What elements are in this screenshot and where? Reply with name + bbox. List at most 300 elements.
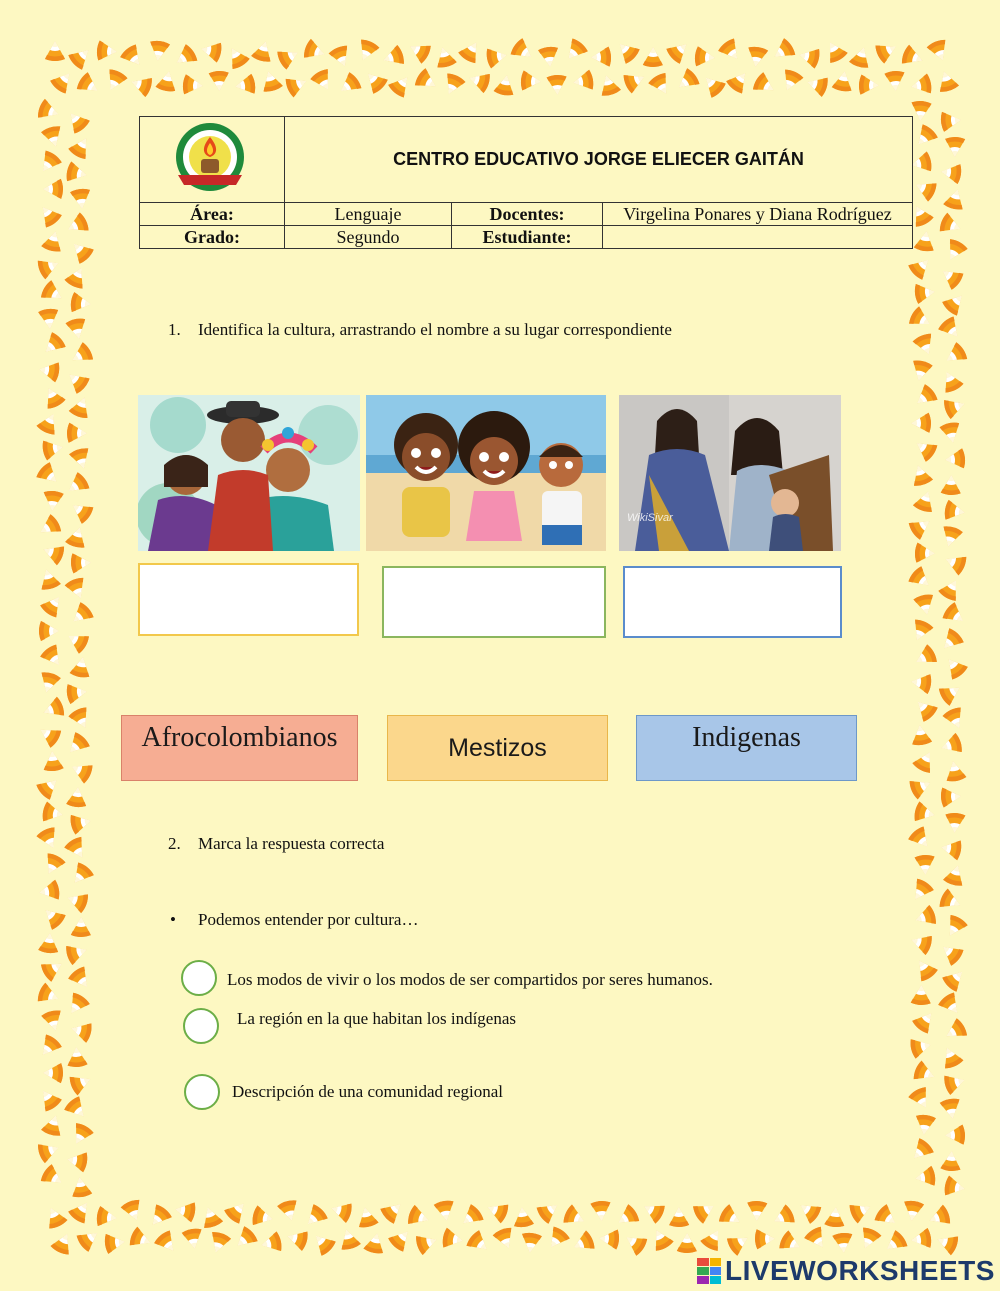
candy-corn-icon (70, 396, 92, 418)
candy-corn-icon (940, 474, 962, 496)
question-1-text: Identifica la cultura, arrastrando el nombre a su lugar correspondiente (198, 320, 672, 339)
candy-corn-icon (884, 70, 906, 92)
candy-corn-icon (564, 1206, 586, 1228)
candy-corn-icon (944, 656, 966, 678)
candy-corn-icon (914, 594, 936, 616)
candy-corn-icon (338, 1228, 360, 1250)
candy-corn-icon (928, 40, 950, 62)
school-logo-icon (140, 117, 280, 197)
teachers-value: Virgelina Ponares y Diana Rodríguez (603, 203, 913, 226)
candy-corn-icon (260, 1232, 282, 1254)
candy-corn-icon (546, 1228, 568, 1250)
candy-corn-icon (936, 70, 958, 92)
candy-corn-icon (910, 74, 932, 96)
question-2-bullet (170, 910, 418, 930)
candy-corn-icon (876, 1206, 898, 1228)
candy-corn-icon (70, 1176, 92, 1198)
candy-corn-icon (38, 932, 60, 954)
candy-corn-icon (38, 620, 60, 642)
candy-corn-icon (944, 552, 966, 574)
candy-corn-icon (38, 256, 60, 278)
candy-corn-icon (914, 958, 936, 980)
candy-corn-icon (728, 70, 750, 92)
candy-corn-icon (616, 1206, 638, 1228)
candy-corn-icon (66, 682, 88, 704)
candy-corn-icon (936, 1232, 958, 1254)
candy-corn-icon (910, 1036, 932, 1058)
candy-corn-icon (902, 46, 924, 68)
candy-corn-icon (338, 74, 360, 96)
draggable-afrocolombianos[interactable]: Afrocolombianos (121, 715, 358, 781)
candy-corn-icon (42, 1114, 64, 1136)
candy-corn-icon (156, 70, 178, 92)
candy-corn-icon (390, 74, 412, 96)
candy-corn-icon (780, 70, 802, 92)
school-logo-cell (140, 117, 285, 203)
candy-corn-icon (910, 672, 932, 694)
candy-corn-icon (598, 74, 620, 96)
mestizo-family-painting-icon (619, 395, 841, 551)
candy-corn-icon (70, 916, 92, 938)
candy-corn-icon (914, 750, 936, 772)
candy-corn-icon (66, 474, 88, 496)
candy-corn-icon (944, 396, 966, 418)
afro-children-illustration-icon (366, 395, 606, 551)
candy-corn-icon (590, 46, 612, 68)
candy-corn-icon (876, 40, 898, 62)
candy-corn-icon (38, 1088, 60, 1110)
candy-corn-icon (70, 1072, 92, 1094)
radio-option-2[interactable] (183, 1008, 219, 1044)
candy-corn-icon (38, 672, 60, 694)
candy-corn-icon (650, 74, 672, 96)
candy-corn-icon (944, 188, 966, 210)
candy-corn-icon (910, 932, 932, 954)
candy-corn-icon (70, 812, 92, 834)
candy-corn-icon (42, 906, 64, 928)
option-3-text: Descripción de una comunidad regional (232, 1082, 503, 1101)
candy-corn-icon (312, 1232, 334, 1254)
candy-corn-icon (850, 1200, 872, 1222)
candy-corn-icon (546, 74, 568, 96)
candy-corn-icon (156, 1232, 178, 1254)
candy-corn-icon (910, 880, 932, 902)
drop-zone-2[interactable] (382, 566, 606, 638)
candy-corn-icon (850, 46, 872, 68)
candy-corn-icon (910, 204, 932, 226)
candy-corn-icon (940, 1098, 962, 1120)
candy-corn-icon (914, 906, 936, 928)
candy-corn-icon (572, 70, 594, 92)
candy-corn-icon (460, 40, 482, 62)
candy-corn-icon (914, 334, 936, 356)
candy-corn-icon (104, 70, 126, 92)
candy-corn-icon (70, 292, 92, 314)
candy-corn-icon (42, 646, 64, 668)
area-value: Lenguaje (285, 203, 452, 226)
candy-corn-icon (42, 334, 64, 356)
candy-corn-icon (940, 890, 962, 912)
candy-corn-icon (70, 240, 92, 262)
candy-corn-icon (200, 1206, 222, 1228)
candy-corn-icon (42, 230, 64, 252)
candy-corn-icon (914, 542, 936, 564)
candy-corn-icon (44, 40, 66, 62)
candy-corn-icon (304, 1206, 326, 1228)
candy-corn-icon (38, 464, 60, 486)
candy-corn-icon (910, 1140, 932, 1162)
candy-corn-icon (38, 568, 60, 590)
candy-corn-icon (486, 46, 508, 68)
candy-corn-icon (806, 1228, 828, 1250)
candy-corn-icon (944, 916, 966, 938)
candy-corn-icon (66, 266, 88, 288)
radio-option-1[interactable] (181, 960, 217, 996)
candy-corn-icon (408, 40, 430, 62)
candy-corn-icon (494, 74, 516, 96)
option-1-text: Los modos de vivir o los modos de ser compartidos por seres humanos. (227, 970, 713, 989)
candy-corn-icon (728, 1232, 750, 1254)
mestizo-image (619, 395, 841, 551)
candy-corn-icon (42, 386, 64, 408)
candy-corn-icon (70, 1124, 92, 1146)
question-2-bullet-text: Podemos entender por cultura… (198, 910, 419, 929)
candy-corn-icon (538, 46, 560, 68)
candy-corn-icon (914, 802, 936, 824)
candy-corn-icon (52, 70, 74, 92)
candy-corn-icon (174, 1200, 196, 1222)
candy-corn-icon (940, 1046, 962, 1068)
candy-corn-icon (38, 1140, 60, 1162)
candy-corn-icon (38, 204, 60, 226)
candy-corn-icon (42, 1062, 64, 1084)
candy-corn-icon (668, 40, 690, 62)
candy-corn-icon (940, 838, 962, 860)
candy-corn-icon (356, 40, 378, 62)
candy-corn-icon (944, 500, 966, 522)
candy-corn-icon (694, 1200, 716, 1222)
candy-corn-icon (364, 1232, 386, 1254)
candy-corn-icon (66, 370, 88, 392)
candy-corn-icon (66, 318, 88, 340)
liveworksheets-branding (697, 1255, 995, 1287)
candy-corn-icon (572, 1232, 594, 1254)
candy-corn-icon (944, 1176, 966, 1198)
candy-corn-icon (940, 734, 962, 756)
candy-corn-icon (902, 1200, 924, 1222)
candy-corn-icon (910, 620, 932, 642)
candy-corn-icon (650, 1228, 672, 1250)
candy-corn-icon (70, 448, 92, 470)
question-2-number: 2. (168, 834, 181, 853)
candy-corn-icon (624, 70, 646, 92)
candy-corn-icon (38, 724, 60, 746)
candy-corn-icon (200, 40, 222, 62)
candy-corn-icon (42, 126, 64, 148)
candy-corn-icon (564, 40, 586, 62)
header-table (139, 116, 913, 249)
candy-corn-icon (278, 46, 300, 68)
question-1 (168, 320, 672, 340)
candy-corn-icon (38, 828, 60, 850)
candy-corn-icon (208, 1232, 230, 1254)
candy-corn-icon (910, 464, 932, 486)
candy-corn-icon (278, 1200, 300, 1222)
candy-corn-icon (42, 854, 64, 876)
candy-corn-icon (70, 604, 92, 626)
candy-corn-icon (468, 70, 490, 92)
candy-corn-icon (42, 490, 64, 512)
candy-corn-icon (494, 1228, 516, 1250)
candy-corn-icon (70, 864, 92, 886)
candy-corn-icon (486, 1200, 508, 1222)
candy-corn-icon (330, 46, 352, 68)
candy-corn-icon (694, 46, 716, 68)
candy-corn-icon (70, 344, 92, 366)
candy-corn-icon (408, 1206, 430, 1228)
candy-corn-icon (42, 1010, 64, 1032)
candy-corn-icon (940, 786, 962, 808)
candy-corn-icon (66, 786, 88, 808)
candy-corn-icon (42, 750, 64, 772)
area-label: Área: (140, 203, 285, 226)
candy-corn-icon (914, 1010, 936, 1032)
candy-corn-icon (44, 1206, 66, 1228)
candy-corn-icon (122, 1200, 144, 1222)
candy-corn-icon (434, 1200, 456, 1222)
candy-corn-icon (914, 438, 936, 460)
indigenous-people-illustration-icon (138, 395, 360, 551)
candy-corn-icon (944, 448, 966, 470)
candy-corn-icon (66, 1046, 88, 1068)
candy-corn-icon (66, 994, 88, 1016)
candy-corn-icon (226, 46, 248, 68)
candy-corn-icon (910, 412, 932, 434)
option-2-text: La región en la que habitan los indígenas (237, 1009, 516, 1028)
candy-corn-icon (122, 46, 144, 68)
candy-corn-icon (78, 1228, 100, 1250)
candy-corn-icon (416, 70, 438, 92)
candy-corn-icon (746, 1200, 768, 1222)
candy-corn-icon (616, 40, 638, 62)
candy-corn-icon (884, 1232, 906, 1254)
candy-corn-icon (38, 308, 60, 330)
candy-corn-icon (70, 46, 92, 68)
candy-corn-icon (914, 126, 936, 148)
candy-corn-icon (914, 490, 936, 512)
candy-corn-icon (66, 162, 88, 184)
candy-corn-icon (70, 968, 92, 990)
liveworksheets-logo-icon (697, 1258, 721, 1284)
candy-corn-icon (798, 1200, 820, 1222)
candy-corn-icon (772, 40, 794, 62)
question-2 (168, 834, 384, 854)
radio-option-3[interactable] (184, 1074, 220, 1110)
candy-corn-icon (38, 516, 60, 538)
candy-corn-icon (944, 604, 966, 626)
candy-corn-icon (940, 318, 962, 340)
candy-corn-icon (70, 1200, 92, 1222)
candy-corn-icon (928, 1206, 950, 1228)
candy-corn-icon (832, 70, 854, 92)
candy-corn-icon (668, 1206, 690, 1228)
candy-corn-icon (38, 100, 60, 122)
school-name: CENTRO EDUCATIVO JORGE ELIECER GAITÁN (285, 117, 913, 203)
candy-corn-icon (944, 1072, 966, 1094)
candy-corn-icon (914, 386, 936, 408)
candy-corn-icon (52, 1232, 74, 1254)
candy-corn-icon (356, 1206, 378, 1228)
candy-corn-icon (772, 1206, 794, 1228)
candy-corn-icon (96, 1206, 118, 1228)
candy-corn-icon (642, 46, 664, 68)
candy-corn-icon (66, 1098, 88, 1120)
candy-corn-icon (914, 1166, 936, 1188)
candy-corn-icon (70, 136, 92, 158)
candy-corn-icon (66, 1150, 88, 1172)
candy-corn-icon (174, 46, 196, 68)
candy-corn-icon (66, 526, 88, 548)
candy-corn-icon (944, 240, 966, 262)
candy-corn-icon (182, 1228, 204, 1250)
candy-corn-icon (512, 1206, 534, 1228)
candy-corn-icon (104, 1232, 126, 1254)
candy-corn-icon (148, 40, 170, 62)
student-label: Estudiante: (452, 226, 603, 249)
candy-corn-icon (944, 708, 966, 730)
candy-corn-icon (42, 594, 64, 616)
candy-corn-icon (944, 136, 966, 158)
candy-corn-icon (940, 110, 962, 132)
candy-corn-icon (66, 890, 88, 912)
teachers-label: Docentes: (452, 203, 603, 226)
candy-corn-icon (390, 1228, 412, 1250)
candy-corn-icon (720, 1206, 742, 1228)
candy-corn-icon (42, 438, 64, 460)
candy-corn-icon (70, 760, 92, 782)
candy-corn-icon (96, 40, 118, 62)
candy-corn-icon (460, 1206, 482, 1228)
candy-corn-icon (286, 74, 308, 96)
candy-corn-icon (330, 1200, 352, 1222)
candy-corn-icon (38, 360, 60, 382)
candy-corn-icon (858, 74, 880, 96)
candy-corn-icon (38, 152, 60, 174)
question-2-text: Marca la respuesta correcta (198, 834, 385, 853)
candy-corn-icon (590, 1200, 612, 1222)
drop-zone-3[interactable] (623, 566, 842, 638)
candy-corn-icon (66, 578, 88, 600)
candy-corn-icon (468, 1232, 490, 1254)
candy-corn-icon (914, 282, 936, 304)
painting-watermark: WikiSivar (627, 512, 673, 524)
grade-value: Segundo (285, 226, 452, 249)
candy-corn-icon (70, 1020, 92, 1042)
candy-corn-icon (38, 984, 60, 1006)
candy-corn-icon (910, 1088, 932, 1110)
candy-corn-icon (130, 1228, 152, 1250)
candy-corn-icon (42, 958, 64, 980)
candy-corn-icon (910, 724, 932, 746)
candy-corn-icon (364, 70, 386, 92)
candy-corn-icon (304, 40, 326, 62)
candy-corn-icon (910, 828, 932, 850)
candy-corn-icon (910, 516, 932, 538)
candy-corn-icon (910, 100, 932, 122)
candy-corn-icon (940, 630, 962, 652)
candy-corn-icon (38, 880, 60, 902)
candy-corn-icon (416, 1232, 438, 1254)
candy-corn-icon (806, 74, 828, 96)
candy-corn-icon (910, 1228, 932, 1250)
candy-corn-icon (910, 568, 932, 590)
candy-corn-icon (234, 74, 256, 96)
candy-corn-icon (286, 1228, 308, 1250)
candy-corn-icon (944, 760, 966, 782)
candy-corn-icon (38, 776, 60, 798)
candy-corn-icon (910, 308, 932, 330)
candy-corn-icon (66, 214, 88, 236)
candy-corn-icon (642, 1200, 664, 1222)
candy-corn-icon (70, 708, 92, 730)
candy-corn-icon (512, 40, 534, 62)
drop-zone-1[interactable] (138, 563, 359, 636)
candy-corn-icon (824, 40, 846, 62)
candy-corn-icon (944, 864, 966, 886)
candy-corn-icon (914, 230, 936, 252)
student-value[interactable] (603, 226, 913, 249)
candy-corn-icon (720, 40, 742, 62)
candy-corn-icon (676, 1232, 698, 1254)
candy-corn-icon (382, 1200, 404, 1222)
candy-corn-icon (914, 854, 936, 876)
candy-corn-icon (832, 1232, 854, 1254)
candy-corn-icon (42, 1166, 64, 1188)
candy-corn-icon (914, 698, 936, 720)
candy-corn-icon (382, 46, 404, 68)
candy-corn-icon (598, 1228, 620, 1250)
candy-corn-icon (940, 1150, 962, 1172)
candy-corn-icon (944, 1124, 966, 1146)
draggable-indigenas[interactable]: Indigenas (636, 715, 857, 781)
candy-corn-icon (66, 422, 88, 444)
candy-corn-icon (38, 412, 60, 434)
afro-children-image (366, 395, 606, 551)
candy-corn-icon (42, 282, 64, 304)
candy-corn-icon (944, 812, 966, 834)
candy-corn-icon (66, 942, 88, 964)
candy-corn-icon (914, 1114, 936, 1136)
bullet-dot-icon: • (170, 910, 176, 929)
candy-corn-icon (858, 1228, 880, 1250)
candy-corn-icon (70, 500, 92, 522)
grade-label: Grado: (140, 226, 285, 249)
candy-corn-icon (702, 74, 724, 96)
candy-corn-icon (70, 552, 92, 574)
candy-corn-icon (798, 46, 820, 68)
candy-corn-icon (910, 984, 932, 1006)
candy-corn-icon (940, 682, 962, 704)
candy-corn-icon (70, 656, 92, 678)
draggable-mestizos[interactable]: Mestizos (387, 715, 608, 781)
candy-corn-icon (910, 152, 932, 174)
candy-corn-icon (910, 360, 932, 382)
candy-corn-icon (66, 110, 88, 132)
candy-corn-icon (208, 70, 230, 92)
candy-corn-icon (914, 178, 936, 200)
candy-corn-icon (520, 1232, 542, 1254)
candy-corn-icon (66, 734, 88, 756)
